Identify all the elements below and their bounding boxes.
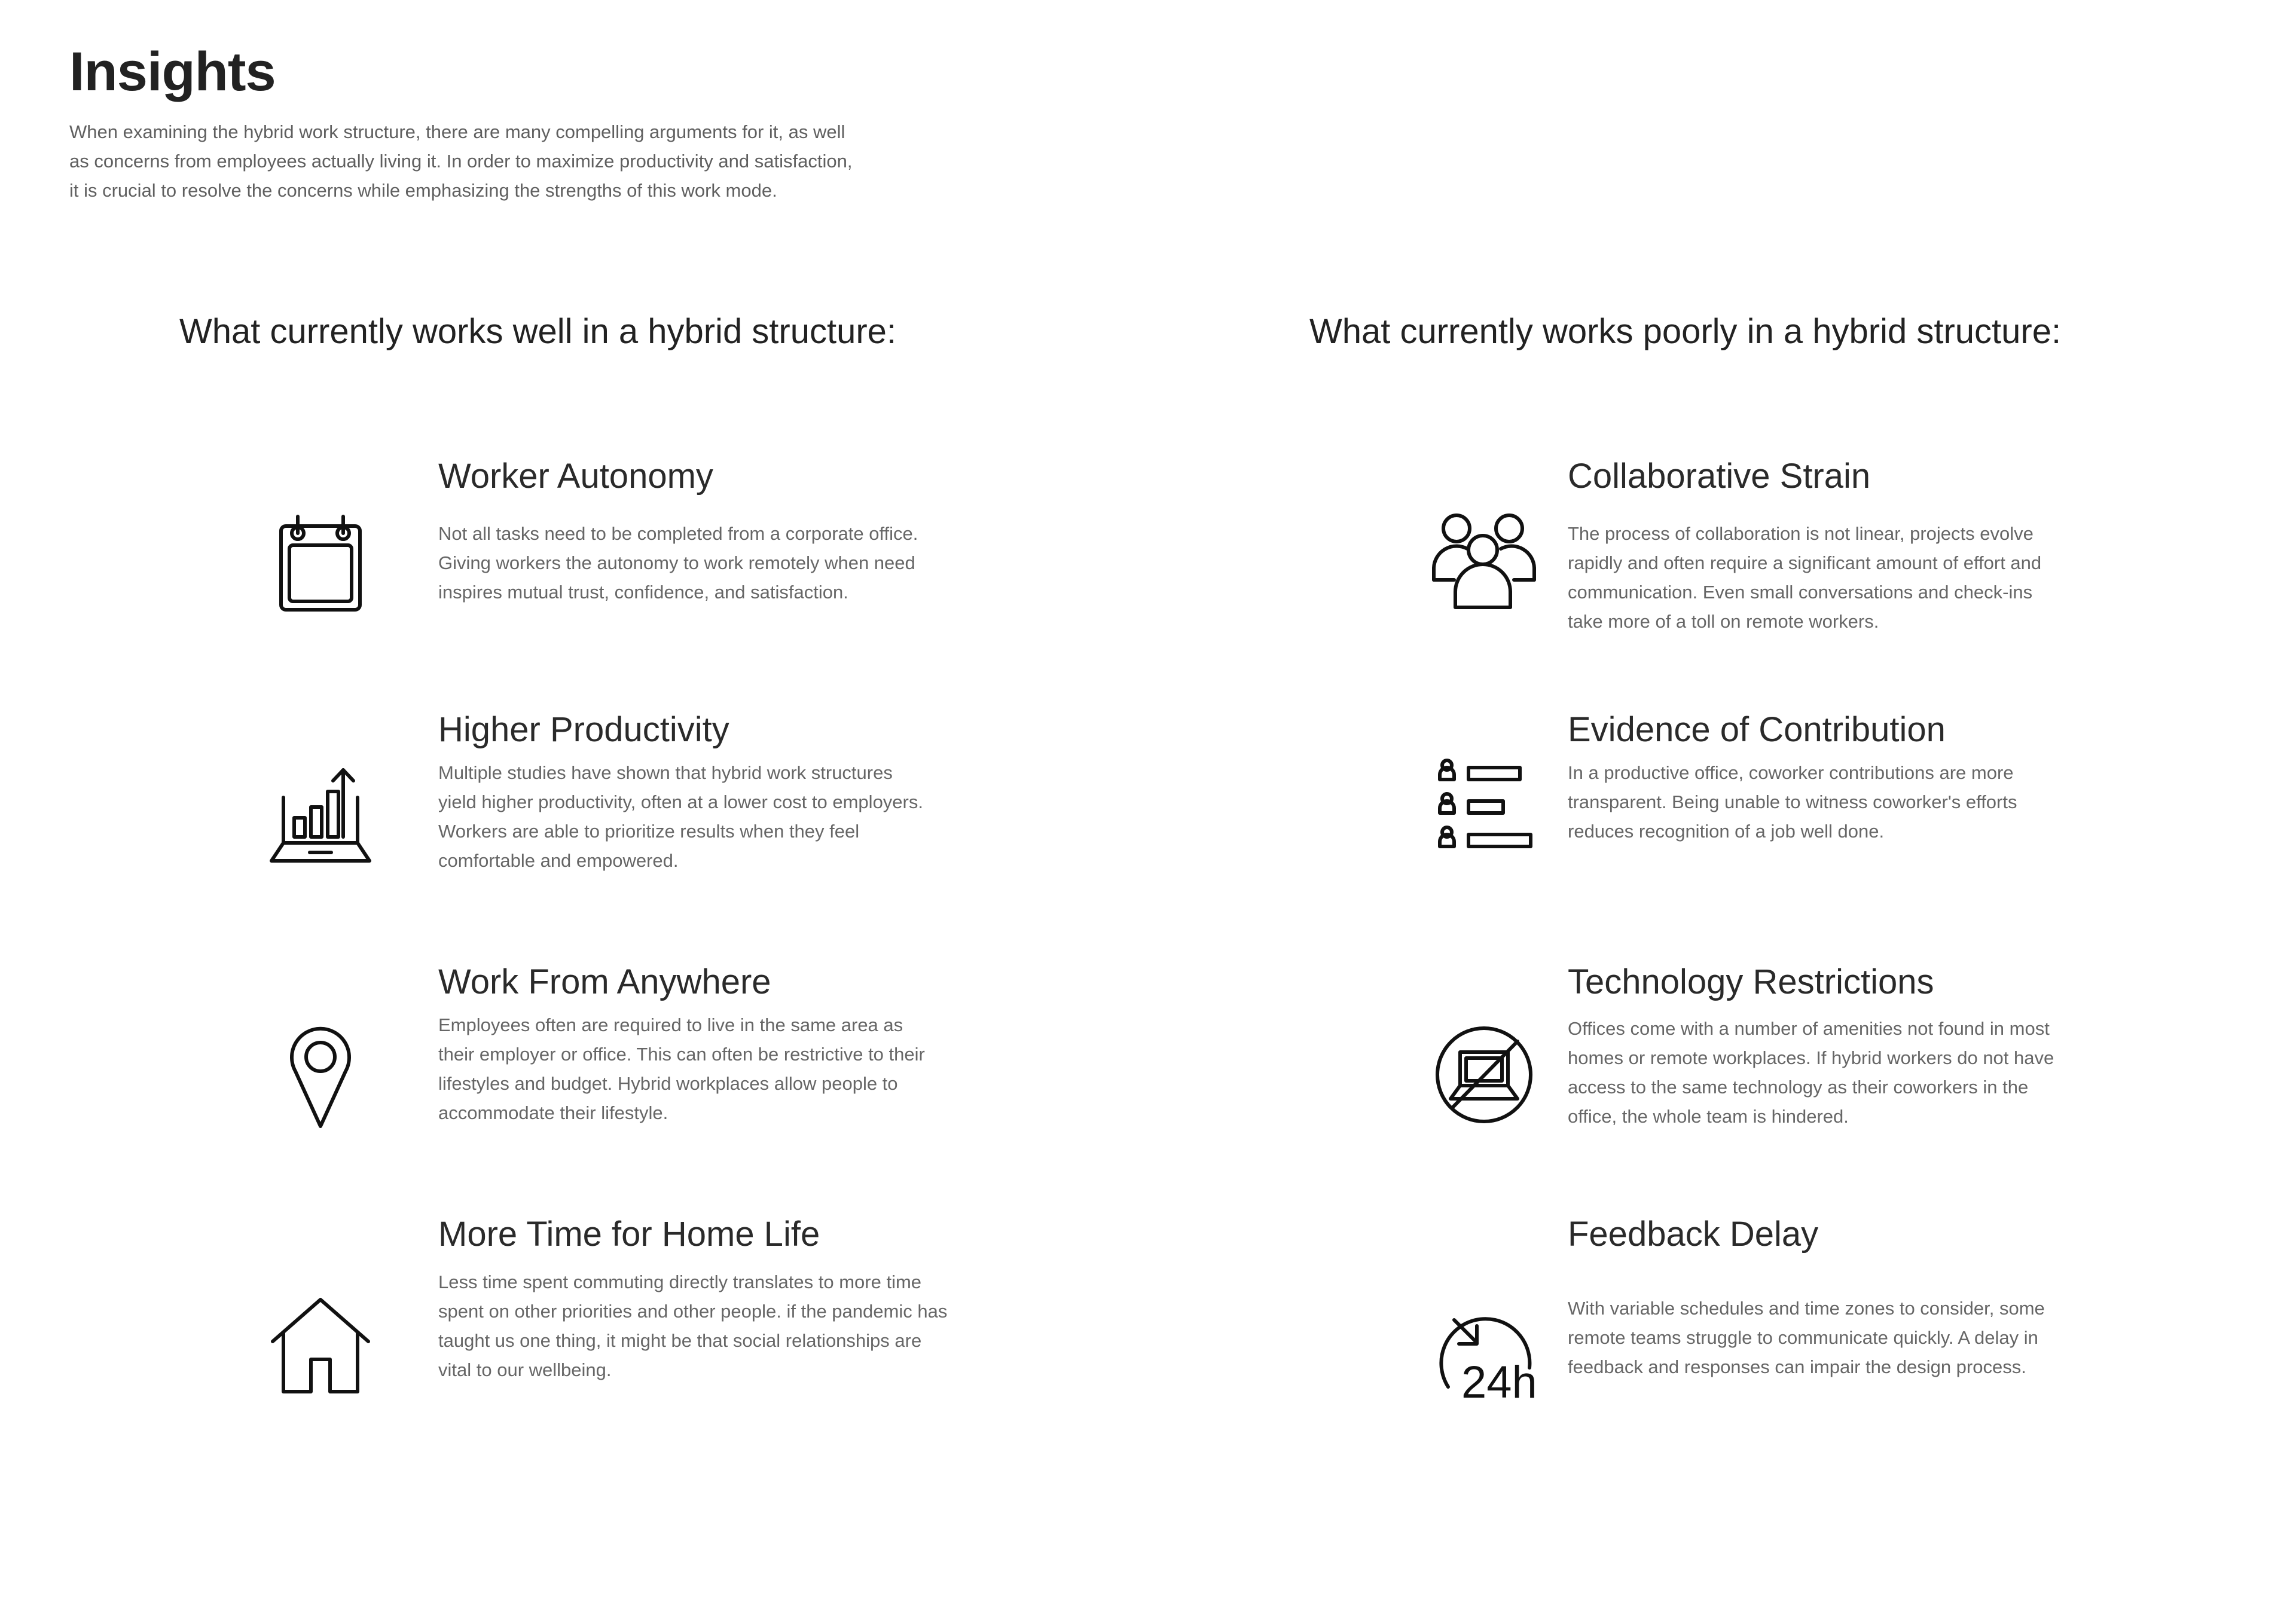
item-title: Worker Autonomy — [438, 457, 713, 496]
item-title: Collaborative Strain — [1568, 457, 1871, 496]
insight-item — [438, 709, 976, 875]
item-title: Feedback Delay — [1568, 1215, 1819, 1254]
item-body: Less time spent commuting directly translates to more time spent on other priorities and other people. if the pandemic has taught us one thing, it might be that social relationships are vital to our wellbeing. — [438, 1271, 948, 1380]
no-laptop-icon — [1430, 1021, 1538, 1129]
intro-paragraph: When examining the hybrid work structure, there are many compelling arguments for it, as well as concerns from employees actually living it. In order to maximize productivity and satisfaction, it is crucial to resolve the concerns while emphasizing the strengths of this work mode. — [69, 121, 853, 201]
clock-24h-label: 24h — [1461, 1357, 1537, 1405]
item-title: Higher Productivity — [438, 710, 729, 749]
item-title: Evidence of Contribution — [1568, 710, 1946, 749]
insight-item — [438, 1214, 976, 1384]
insight-item — [1568, 456, 2106, 636]
item-body: Offices come with a number of amenities not found in most homes or remote workplaces. If hybrid workers do not have access to the same technology as their coworkers in the office, the whole team is hindered. — [1568, 1017, 2054, 1127]
page-title: Insights — [69, 41, 276, 102]
item-body: The process of collaboration is not linear, projects evolve rapidly and often require a significant amount of effort and communication. Even small conversations and check-ins take more of a toll on remote workers. — [1568, 522, 2042, 632]
house-icon — [267, 1291, 374, 1399]
team-group-icon — [1430, 508, 1538, 616]
works-well-heading: What currently works well in a hybrid structure: — [179, 312, 897, 351]
item-title: Technology Restrictions — [1568, 962, 1934, 1001]
item-title: Work From Anywhere — [438, 962, 771, 1001]
laptop-growth-chart-icon — [267, 764, 374, 872]
calendar-icon — [267, 508, 374, 616]
item-title: More Time for Home Life — [438, 1215, 820, 1254]
insight-item — [438, 456, 976, 607]
insight-item — [1568, 1214, 2106, 1381]
location-pin-icon — [267, 1022, 374, 1130]
people-ranking-list-icon — [1430, 757, 1538, 864]
item-body: Not all tasks need to be completed from a corporate office. Giving workers the autonomy to work remotely when need inspires mutual trust, confidence, and satisfaction. — [438, 522, 918, 603]
item-body: Employees often are required to live in the same area as their employer or office. This can often be restrictive to their lifestyles and budget. Hybrid workplaces allow people to accommodate their lifestyle. — [438, 1014, 925, 1123]
insight-item — [438, 961, 976, 1127]
insight-item — [1568, 961, 2106, 1131]
insight-item — [1568, 709, 2106, 846]
works-poorly-heading: What currently works poorly in a hybrid structure: — [1309, 312, 2062, 351]
clock-24h-icon — [1430, 1297, 1538, 1405]
item-body: In a productive office, coworker contributions are more transparent. Being unable to witness coworker's efforts reduces recognition of a job well done. — [1568, 762, 2017, 842]
item-body: Multiple studies have shown that hybrid work structures yield higher productivity, often at a lower cost to employers. Workers are able to prioritize results when they feel comfortable and empowered. — [438, 762, 923, 871]
item-body: With variable schedules and time zones to consider, some remote teams struggle to communicate quickly. A delay in feedback and responses can impair the design process. — [1568, 1297, 2045, 1377]
